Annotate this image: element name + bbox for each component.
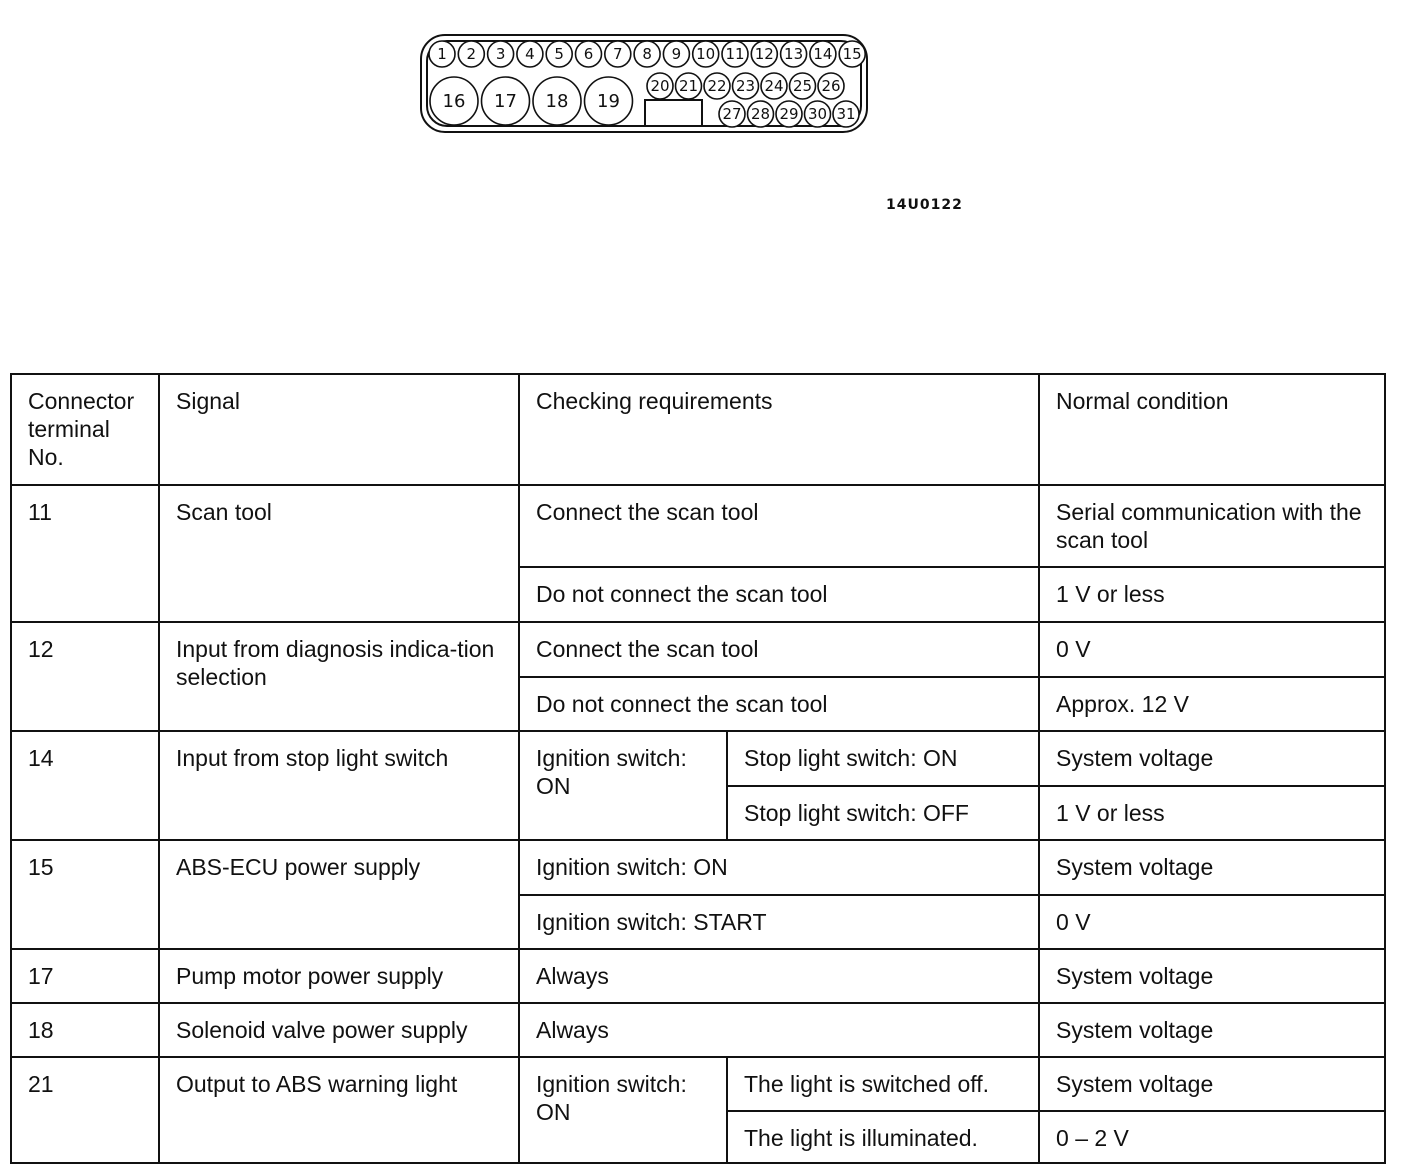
- connector-pin-label: 5: [554, 45, 564, 63]
- requirement-cell: The light is illuminated.: [727, 1111, 1039, 1163]
- requirement-cell: Do not connect the scan tool: [519, 677, 1039, 731]
- connector-pin: [781, 41, 807, 67]
- terminal-cell: 18: [11, 1003, 159, 1057]
- connector-pin-label: 25: [792, 77, 813, 95]
- connector-pin: [546, 41, 572, 67]
- header-normal: Normal condition: [1039, 374, 1385, 485]
- normal-cell: 1 V or less: [1039, 786, 1385, 840]
- table-row: [11, 840, 1385, 895]
- connector-pin: [663, 41, 689, 67]
- connector-pin: [634, 41, 660, 67]
- connector-pin-label: 2: [466, 45, 477, 63]
- connector-pin-label: 28: [750, 105, 771, 123]
- connector-pin-label: 27: [722, 105, 742, 123]
- normal-cell: Approx. 12 V: [1039, 677, 1385, 731]
- connector-pin-label: 18: [545, 91, 569, 112]
- connector-pin: [693, 41, 719, 67]
- connector-pin: [751, 41, 777, 67]
- requirement-cell: Stop light switch: ON: [727, 731, 1039, 786]
- connector-pin: [733, 73, 759, 99]
- normal-cell: System voltage: [1039, 1057, 1385, 1111]
- connector-pin-label: 24: [764, 77, 784, 95]
- figure-code: 14U0122: [886, 197, 963, 213]
- normal-cell: Serial communication with the scan tool: [1039, 485, 1385, 567]
- signal-cell: Input from stop light switch: [159, 731, 519, 840]
- normal-cell: System voltage: [1039, 731, 1385, 786]
- table-row: [11, 485, 1385, 567]
- connector-pin-label: 6: [583, 45, 594, 63]
- terminal-cell: 12: [11, 622, 159, 731]
- connector-pin-label: 29: [779, 105, 799, 123]
- connector-pin-label: 15: [842, 45, 862, 63]
- normal-cell: System voltage: [1039, 840, 1385, 895]
- connector-pin: [839, 41, 865, 67]
- connector-diagram: [0, 0, 1408, 180]
- connector-pin: [761, 73, 787, 99]
- normal-cell: 0 V: [1039, 895, 1385, 949]
- connector-pin-label: 17: [494, 91, 517, 112]
- table-header-row: [11, 374, 1385, 485]
- table-row: [11, 731, 1385, 786]
- connector-pin-label: 16: [442, 91, 466, 112]
- terminal-cell: 14: [11, 731, 159, 840]
- normal-cell: 1 V or less: [1039, 567, 1385, 622]
- connector-pin: [605, 41, 631, 67]
- connector-pin-label: 4: [525, 45, 535, 63]
- connector-pin: [790, 73, 816, 99]
- connector-pin: [833, 101, 859, 127]
- connector-pin: [517, 41, 543, 67]
- connector-pin-label: 1: [437, 45, 447, 63]
- signal-cell: Pump motor power supply: [159, 949, 519, 1003]
- requirement-cell: Do not connect the scan tool: [519, 567, 1039, 622]
- signal-cell: Scan tool: [159, 485, 519, 622]
- table-row: [11, 622, 1385, 677]
- requirement-cell: Ignition switch: START: [519, 895, 1039, 949]
- condition-cell: Ignition switch: ON: [519, 1057, 727, 1163]
- connector-pin-label: 12: [754, 45, 774, 63]
- connector-pin-label: 9: [671, 45, 682, 63]
- requirement-cell: The light is switched off.: [727, 1057, 1039, 1111]
- terminal-cell: 15: [11, 840, 159, 949]
- connector-pin: [805, 101, 831, 127]
- connector-pin: [482, 77, 530, 125]
- table-row: [11, 949, 1385, 1003]
- connector-pin-label: 22: [707, 77, 727, 95]
- terminal-cell: 11: [11, 485, 159, 622]
- connector-pin: [429, 41, 455, 67]
- connector-key-slot: [645, 100, 702, 126]
- connector-pin: [748, 101, 774, 127]
- connector-pin-label: 13: [784, 45, 804, 63]
- header-requirements: Checking requirements: [519, 374, 1039, 485]
- requirement-cell: Ignition switch: ON: [519, 840, 1039, 895]
- connector-pin: [585, 77, 633, 125]
- connector-pin: [430, 77, 478, 125]
- signal-cell: Output to ABS warning light: [159, 1057, 519, 1163]
- requirement-cell: Always: [519, 1003, 1039, 1057]
- terminal-cell: 17: [11, 949, 159, 1003]
- normal-cell: System voltage: [1039, 949, 1385, 1003]
- connector-pin-label: 30: [807, 105, 828, 123]
- connector-pin: [776, 101, 802, 127]
- normal-cell: 0 V: [1039, 622, 1385, 677]
- connector-pin: [722, 41, 748, 67]
- requirement-cell: Connect the scan tool: [519, 622, 1039, 677]
- terminal-check-table: [10, 373, 1386, 1164]
- connector-pin: [533, 77, 581, 125]
- connector-pin-label: 20: [650, 77, 670, 95]
- connector-pin-label: 19: [597, 91, 620, 112]
- connector-pin-label: 3: [495, 45, 506, 63]
- connector-pin-label: 7: [613, 45, 623, 63]
- connector-pin: [676, 73, 702, 99]
- connector-pin: [719, 101, 745, 127]
- requirement-cell: Connect the scan tool: [519, 485, 1039, 567]
- connector-pin-label: 21: [678, 77, 699, 95]
- connector-pin-label: 31: [836, 105, 856, 123]
- connector-pin: [458, 41, 484, 67]
- condition-cell: Ignition switch: ON: [519, 731, 727, 840]
- connector-pin-label: 23: [735, 77, 756, 95]
- terminal-cell: 21: [11, 1057, 159, 1163]
- signal-cell: Input from diagnosis indica-tion selection: [159, 622, 519, 731]
- connector-pin: [488, 41, 514, 67]
- signal-cell: ABS-ECU power supply: [159, 840, 519, 949]
- signal-cell: Solenoid valve power supply: [159, 1003, 519, 1057]
- requirement-cell: Stop light switch: OFF: [727, 786, 1039, 840]
- connector-pin-label: 10: [696, 45, 716, 63]
- connector-pin: [704, 73, 730, 99]
- connector-pin: [818, 73, 844, 99]
- normal-cell: 0 – 2 V: [1039, 1111, 1385, 1163]
- header-signal: Signal: [159, 374, 519, 485]
- connector-pin: [647, 73, 673, 99]
- connector-pin-label: 11: [725, 45, 745, 63]
- connector-pin-label: 8: [642, 45, 652, 63]
- connector-pin-label: 26: [821, 77, 841, 95]
- connector-pin-label: 14: [813, 45, 833, 63]
- header-terminal: Connector terminal No.: [11, 374, 159, 485]
- connector-pin: [576, 41, 602, 67]
- table-row: [11, 1057, 1385, 1111]
- table-row: [11, 1003, 1385, 1057]
- normal-cell: System voltage: [1039, 1003, 1385, 1057]
- requirement-cell: Always: [519, 949, 1039, 1003]
- connector-pin: [810, 41, 836, 67]
